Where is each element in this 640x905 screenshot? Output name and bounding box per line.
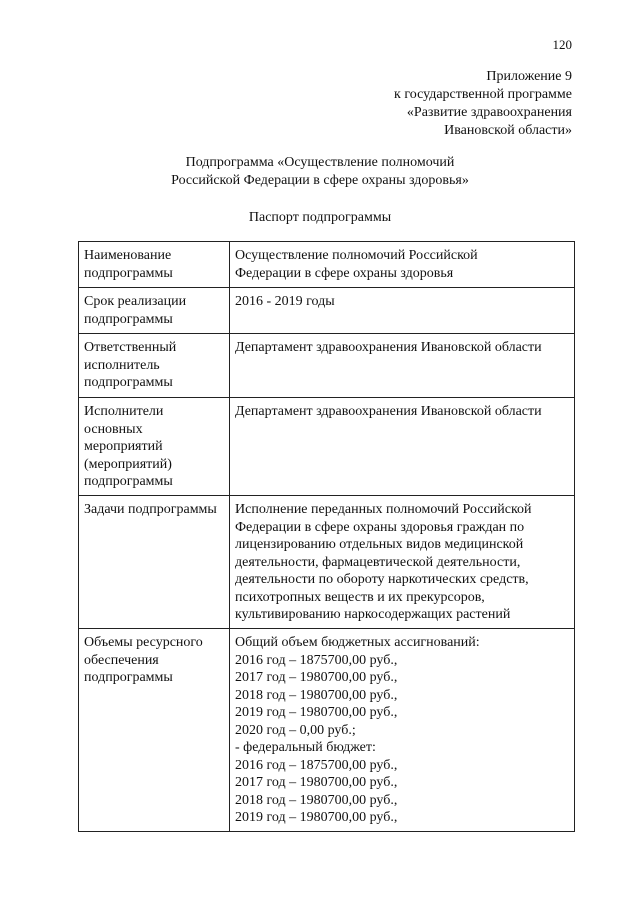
row-value-line: Департамент здравоохранения Ивановской области	[235, 404, 542, 419]
row-label-line: обеспечения	[84, 652, 159, 668]
table-row	[79, 288, 575, 334]
row-value-line: 2017 год – 1980700,00 руб.,	[235, 775, 398, 790]
row-value-line: Осуществление полномочий Российской	[235, 248, 478, 263]
row-value-line: деятельности, фармацевтической деятельности,	[235, 554, 521, 570]
row-value-line: 2016 - 2019 годы	[235, 294, 335, 309]
row-label-line: Исполнители	[84, 404, 164, 419]
row-value-line: - федеральный бюджет:	[235, 740, 376, 755]
row-label-line: подпрограммы	[84, 474, 173, 489]
table-row	[79, 496, 575, 629]
row-label-cell	[79, 242, 230, 288]
row-label-line: Ответственный	[84, 340, 177, 355]
row-label-line: основных	[84, 421, 143, 437]
appendix-line: Приложение 9	[486, 69, 572, 84]
row-label-line: исполнитель	[84, 357, 160, 373]
row-label-cell	[79, 496, 230, 629]
row-value-line: 2020 год – 0,00 руб.;	[235, 722, 356, 738]
row-label-line: мероприятий	[84, 439, 163, 454]
row-label-cell	[79, 398, 230, 496]
row-label-line: подпрограммы	[84, 670, 173, 685]
row-value-line: 2018 год – 1980700,00 руб.,	[235, 687, 398, 703]
row-value-cell	[230, 334, 575, 398]
row-value-line: 2016 год – 1875700,00 руб.,	[235, 652, 398, 668]
row-label-line: Задачи подпрограммы	[84, 502, 217, 517]
row-value-line: деятельности по обороту наркотических средств,	[235, 572, 529, 587]
row-value-line: 2019 год – 1980700,00 руб.,	[235, 810, 398, 825]
row-label-line: подпрограммы	[84, 265, 173, 281]
row-label-cell	[79, 334, 230, 398]
subprogram-title	[0, 154, 640, 190]
row-value-line: Департамент здравоохранения Ивановской области	[235, 340, 542, 355]
appendix-line: к государственной программе	[394, 87, 572, 102]
row-value-line: 2018 год – 1980700,00 руб.,	[235, 792, 398, 808]
table-row	[79, 334, 575, 398]
passport-table	[78, 241, 575, 832]
row-value-line: Общий объем бюджетных ассигнований:	[235, 635, 480, 650]
appendix-line: «Развитие здравоохранения	[406, 105, 572, 120]
row-value-cell	[230, 288, 575, 334]
table-row	[79, 398, 575, 496]
table-row	[79, 629, 575, 832]
appendix-line: Ивановской области»	[444, 123, 572, 138]
row-value-cell	[230, 398, 575, 496]
row-label-cell	[79, 629, 230, 832]
row-value-line: лицензированию отдельных видов медицинской	[235, 537, 524, 552]
row-value-line: Федерации в сфере охраны здоровья граждан по	[235, 519, 525, 535]
page-number: 120	[552, 37, 572, 52]
row-value-line: Исполнение переданных полномочий Российской	[235, 502, 532, 517]
row-value-line: Федерации в сфере охраны здоровья	[235, 265, 454, 281]
row-value-cell	[230, 242, 575, 288]
row-label-line: Наименование	[84, 248, 172, 263]
row-value-line: культивированию наркосодержащих растений	[235, 607, 511, 622]
row-value-cell	[230, 496, 575, 629]
row-label-cell	[79, 288, 230, 334]
table-row	[79, 242, 575, 288]
row-label-line: Срок реализации	[84, 294, 187, 309]
appendix-note	[394, 68, 572, 140]
title-line: Подпрограмма «Осуществление полномочий	[185, 155, 455, 170]
row-value-line: 2016 год – 1875700,00 руб.,	[235, 757, 398, 773]
row-value-line: психотропных веществ и их прекурсоров,	[235, 589, 485, 605]
row-label-line: подпрограммы	[84, 311, 173, 327]
row-value-line: 2019 год – 1980700,00 руб.,	[235, 705, 398, 720]
row-label-line: (мероприятий)	[84, 456, 172, 472]
row-label-line: подпрограммы	[84, 375, 173, 390]
row-value-cell	[230, 629, 575, 832]
passport-heading: Паспорт подпрограммы	[248, 210, 392, 225]
row-label-line: Объемы ресурсного	[84, 635, 203, 650]
title-line: Российской Федерации в сфере охраны здоровья»	[171, 173, 469, 188]
row-value-line: 2017 год – 1980700,00 руб.,	[235, 670, 398, 685]
